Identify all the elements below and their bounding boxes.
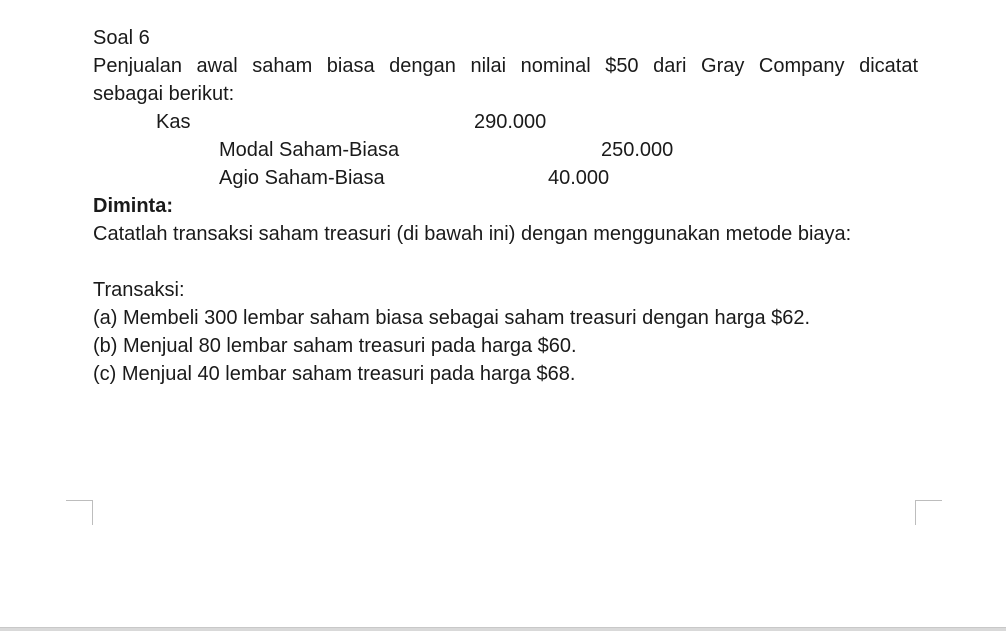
transactions-label: Transaksi: — [93, 279, 185, 301]
transaction-a: (a) Membeli 300 lembar saham biasa sebagai saham treasuri dengan harga $62. — [93, 307, 811, 329]
transaction-c: (c) Menjual 40 lembar saham treasuri pada harga $68. — [93, 363, 576, 385]
margin-corner-right — [915, 500, 942, 525]
intro-line-1: Penjualan awal saham biasa dengan nilai nominal $50 dari Gray Company dicatat — [93, 55, 918, 77]
journal-account-agio-saham: Agio Saham-Biasa — [219, 167, 385, 189]
transaction-b: (b) Menjual 80 lembar saham treasuri pada harga $60. — [93, 335, 577, 357]
journal-debit-kas: 290.000 — [474, 111, 547, 133]
margin-corner-left — [66, 500, 93, 525]
journal-account-modal-saham: Modal Saham-Biasa — [219, 139, 400, 161]
journal-account-kas: Kas — [156, 111, 191, 133]
instruction-text: Catatlah transaksi saham treasuri (di bawah ini) dengan menggunakan metode biaya: — [93, 223, 852, 245]
journal-credit-modal-saham: 250.000 — [601, 139, 674, 161]
journal-credit-agio-saham: 40.000 — [548, 167, 610, 189]
required-label: Diminta: — [93, 195, 173, 217]
page-bottom-edge — [0, 627, 1006, 631]
problem-heading: Soal 6 — [93, 27, 150, 49]
intro-line-2: sebagai berikut: — [93, 83, 235, 105]
